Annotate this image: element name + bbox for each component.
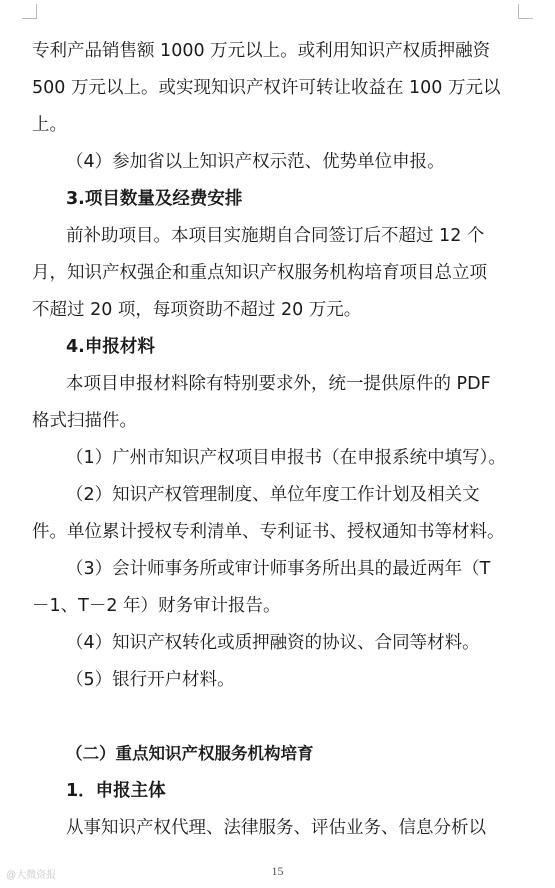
list-item: （3）会计师事务所或审计师事务所出具的最近两年（T: [66, 559, 491, 579]
list-item: （5）银行开户材料。: [66, 670, 235, 690]
list-item: （4）知识产权转化或质押融资的协议、合同等材料。: [66, 633, 480, 653]
body-line: 专利产品销售额 1000 万元以上。或利用知识产权质押融资: [32, 41, 491, 61]
body-line: 从事知识产权代理、法律服务、评估业务、信息分析以: [66, 818, 486, 838]
body-line: 月，知识产权强企和重点知识产权服务机构培育项目总立项: [32, 263, 487, 283]
body-line: 前补助项目。本项目实施期自合同签订后不超过 12 个: [66, 226, 485, 246]
body-line: 上。: [32, 115, 67, 135]
body-line: 不超过 20 项，每项资助不超过 20 万元。: [32, 300, 362, 320]
body-line: 格式扫描件。: [32, 411, 137, 431]
watermark: @大微资报: [6, 870, 57, 881]
list-item: （4）参加省以上知识产权示范、优势单位申报。: [66, 152, 445, 172]
section-heading: 1．申报主体: [66, 781, 166, 801]
page-number: 15: [271, 864, 284, 878]
subsection-heading: （二）重点知识产权服务机构培育: [66, 744, 314, 763]
section-heading: 3.项目数量及经费安排: [66, 189, 243, 209]
body-line: 500 万元以上。或实现知识产权许可转让收益在 100 万元以: [32, 78, 501, 98]
body-line: －1、T－2 年）财务审计报告。: [32, 596, 281, 616]
list-item: （1）广州市知识产权项目申报书（在申报系统中填写）。: [66, 448, 506, 468]
crop-mark-top-left: [22, 4, 37, 19]
section-heading: 4.申报材料: [66, 337, 155, 357]
body-line: 件。单位累计授权专利清单、专利证书、授权通知书等材料。: [32, 522, 505, 542]
crop-mark-top-right: [518, 4, 533, 19]
list-item: （2）知识产权管理制度、单位年度工作计划及相关文: [66, 485, 480, 505]
body-line: 本项目申报材料除有特别要求外，统一提供原件的 PDF: [66, 374, 491, 394]
